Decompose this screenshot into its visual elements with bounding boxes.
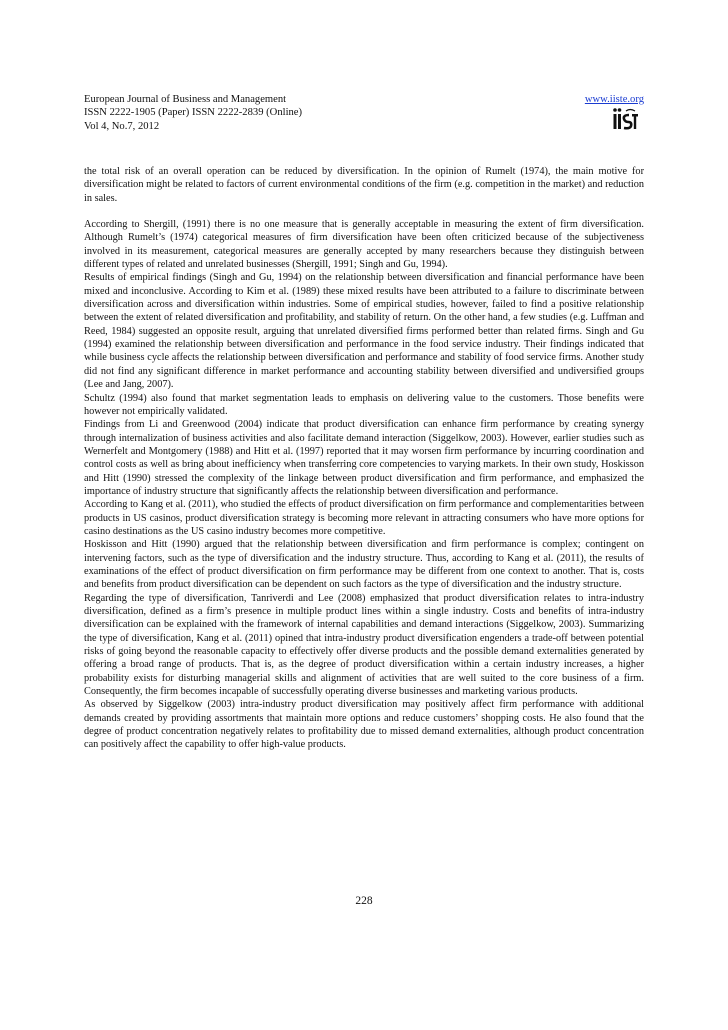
paragraph: Regarding the type of diversification, Tanriverdi and Lee (2008) emphasized that product diversification relates to intra-industry diversification, defined as a firm’s presence in multiple product lines within a single industry. Costs and benefits of intra-industry diversification can be explained with the framework of internal capabilities and demand interactions (Siggelkow, 2003). Summarizing the type of diversification, Kang et al. (2011) opined that intra-industry product diversification engenders a trade-off between potential risks of going beyond the reasonable capacity to effectively offer diverse products and the possible demand externalities generated by offering a broad range of products. That is, as the degree of product diversification within a certain industry increases, a higher probability exists for disturbing managerial skills and alignment of activities that are well suited to the core business of a firm. Consequently, the firm becomes incapable of successfully operating diverse businesses and marketing various products. <box>84 592 644 698</box>
paragraph: Schultz (1994) also found that market segmentation leads to emphasis on delivering value to the customers. Those benefits were however not empirically validated. <box>84 392 644 417</box>
paragraph: Hoskisson and Hitt (1990) argued that the relationship between diversification and firm performance is complex; contingent on intervening factors, such as the type of diversification and the industry structure. Thus, according to Kang et al. (2011), the results of examinations of the effect of product diversification on firm performance may be different from one context to another. That is, costs and benefits from product diversification can be dependent on such factors as the type of diversification and the industry structure. <box>84 539 644 591</box>
volume-line: Vol 4, No.7, 2012 <box>84 120 160 132</box>
paragraph: As observed by Siggelkow (2003) intra-industry product diversification may positively affect firm performance with additional demands created by providing assortments that maintain more options and reduce customers’ shopping costs. He also found that the degree of product concentration negatively relates to profitability due to missed demand externalities, although product concentration can positively affect the capability to offer high-value products. <box>84 699 644 751</box>
iiste-logo-icon <box>610 107 638 131</box>
article-body <box>84 165 644 752</box>
website-link[interactable]: www.iiste.org <box>584 94 644 105</box>
paragraph: the total risk of an overall operation can be reduced by diversification. In the opinion of Rumelt (1974), the main motive for diversification might be related to factors of current environmental conditions of the firm (e.g. competition in the market) and reduction in sales. <box>84 166 644 204</box>
paragraph: According to Shergill, (1991) there is no one measure that is generally acceptable in measuring the extent of firm diversification. Although Rumelt’s (1974) categorical measures of firm diversification have been often criticized because of the subjectiveness involved in its measurement, categorical measures are generally accepted by many researchers because they distinguish between different types of related and unrelated businesses (Shergill, 1991; Singh and Gu, 1994). <box>84 219 644 271</box>
paragraph: Findings from Li and Greenwood (2004) indicate that product diversification can enhance firm performance by creating synergy through internalization of business activities and also facilitate demand interaction (Siggelkow, 2003). However, earlier studies such as Wernerfelt and Montgomery (1988) and Hitt et al. (1997) reported that it may worsen firm performance by incurring coordination and control costs as well as bring about inefficiency when transferring core competencies to varying markets. In their own study, Hoskisson and Hitt (1990) stressed the complexity of the linkage between product diversification and firm performance, and emphasized the importance of industry structure that significantly affects the relationship between diversification and performance. <box>84 419 644 497</box>
page-header <box>84 93 644 133</box>
page-number: 228 <box>355 895 373 907</box>
journal-title: European Journal of Business and Management <box>84 94 287 105</box>
issn-line: ISSN 2222-1905 (Paper) ISSN 2222-2839 (Online) <box>84 107 303 119</box>
paragraph: Results of empirical findings (Singh and Gu, 1994) on the relationship between diversification and financial performance have been mixed and inconclusive. According to Kim et al. (1989) these mixed results have been attributed to a failure to discriminate between diversification across and diversification within industries. Some of empirical studies, however, failed to find a positive relationship between the extent of related diversification and profitability, and stability of return. On the other hand, a few studies (e.g. Luffman and Reed, 1984) suggested an opposite result, arguing that unrelated diversified firms performed better than related firms. Singh and Gu (1994) examined the relationship between diversification and performance in the food service industry. Their findings indicated that while business cycle affects the relationship between diversification and performance and stability of food service firms. Another study did not find any significant difference in market performance and accounting stability between diversified and undiversified groups (Lee and Jang, 2007). <box>84 272 644 391</box>
paragraph: According to Kang et al. (2011), who studied the effects of product diversification on firm performance and complementarities between products in US casinos, product diversification strategy is becoming more relevant in attracting consumers who have more options for casino destinations as the US casino industry becomes more competitive. <box>84 499 644 537</box>
